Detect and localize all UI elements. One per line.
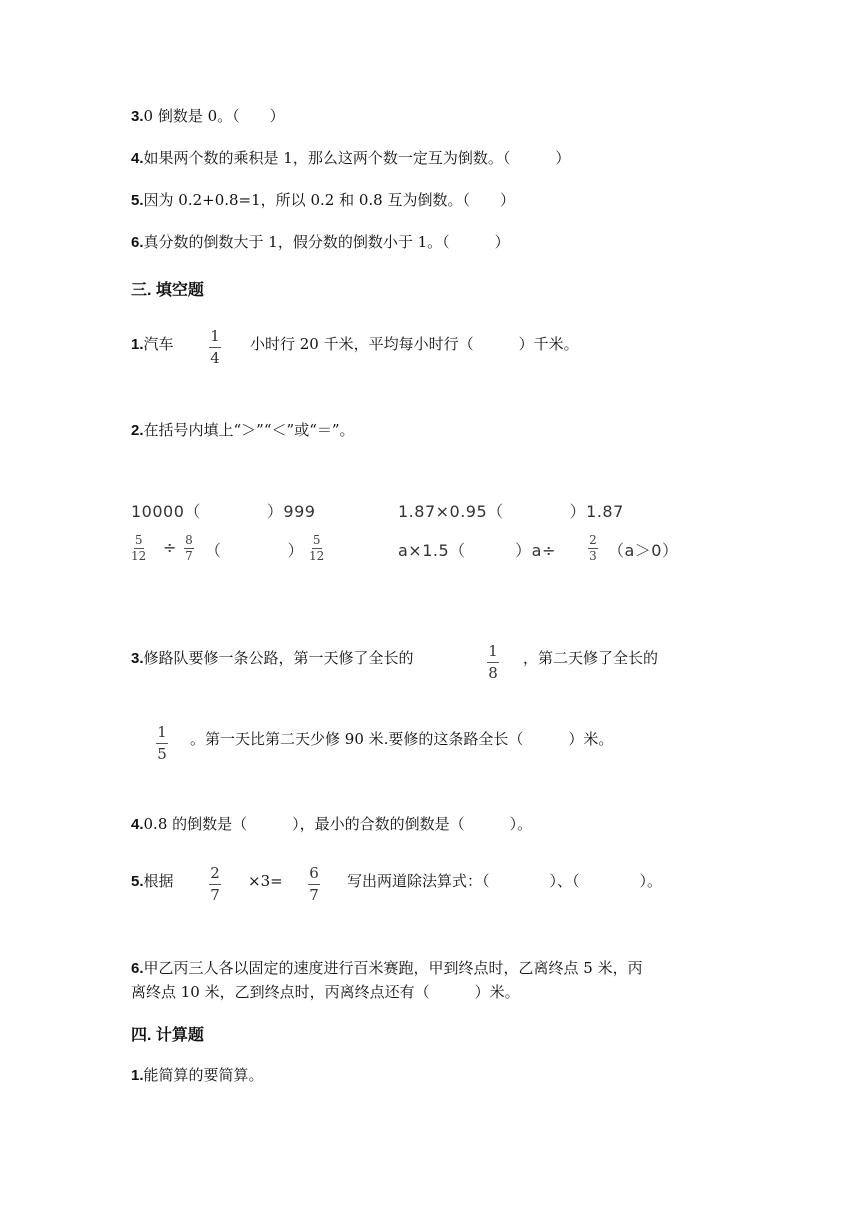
fraction-denominator: 5 [157, 745, 167, 763]
division-sign: ÷ [163, 538, 177, 557]
section-heading-calculation: 四. 计算题 [131, 1027, 204, 1044]
question-line-1: 甲乙丙三人各以固定的速度进行百米赛跑，甲到终点时，乙离终点 5 米，丙 [143, 959, 643, 977]
compare-a: 10000（ ）999 [131, 502, 316, 521]
item-number: 2. [131, 422, 144, 439]
fraction-numerator: 6 [309, 864, 319, 882]
fraction-eight-sevenths [184, 534, 194, 563]
item-number: 4. [131, 150, 144, 167]
fraction-numerator: 8 [185, 533, 193, 547]
judge-item-4 [131, 148, 570, 169]
judge-item-5 [131, 190, 515, 211]
fraction-numerator: 5 [312, 533, 321, 547]
item-text: 因为 0.2+0.8=1，所以 0.2 和 0.8 互为倒数。（ ） [143, 191, 515, 209]
question-suffix: 写出两道除法算式：（ ）、（ ）。 [347, 872, 663, 890]
fraction-numerator: 1 [210, 327, 220, 345]
item-text: 如果两个数的乘积是 1，那么这两个数一定互为倒数。（ ） [143, 149, 571, 167]
fraction-denominator: 12 [309, 549, 325, 563]
question-prefix: 汽车 [143, 335, 174, 353]
fraction-denominator: 7 [309, 886, 319, 904]
fraction-denominator: 7 [185, 549, 193, 563]
fill-question-2 [131, 420, 355, 441]
item-number: 5. [131, 192, 144, 209]
question-prefix: 修路队要修一条公路，第一天修了全长的 [143, 649, 414, 667]
question-prefix: 根据 [143, 872, 174, 890]
fraction-bar [209, 347, 221, 348]
item-number: 4. [131, 816, 144, 833]
question-suffix: 小时行 20 千米，平均每小时行（ ）千米。 [250, 335, 579, 353]
fraction-denominator: 8 [488, 664, 498, 682]
fraction-one-fifth [156, 724, 168, 763]
compare-d-condition: （a＞0） [608, 541, 679, 560]
question-line-2: 离终点 10 米，乙到终点时，丙离终点还有（ ）米。 [131, 983, 520, 1001]
item-text: 真分数的倒数大于 1，假分数的倒数小于 1。（ ） [143, 233, 510, 251]
item-number: 6. [131, 960, 144, 977]
multiply-expression: ×3= [248, 872, 283, 890]
item-number: 3. [131, 650, 144, 667]
fraction-numerator: 2 [589, 533, 597, 547]
fraction-five-twelfths-right [309, 534, 324, 563]
item-number: 3. [131, 108, 144, 125]
fill-question-5 [131, 871, 174, 892]
fraction-five-twelfths [131, 534, 146, 563]
fraction-denominator: 4 [210, 349, 220, 367]
section-heading-fill-blank: 三. 填空题 [131, 282, 204, 299]
question-text: 能简算的要简算。 [143, 1066, 264, 1084]
item-number: 1. [131, 336, 144, 353]
fraction-bar [487, 662, 499, 663]
fraction-numerator: 5 [134, 533, 143, 547]
judge-item-3 [131, 106, 285, 127]
item-number: 6. [131, 234, 144, 251]
fill-question-4 [131, 814, 532, 835]
item-number: 1. [131, 1067, 144, 1084]
fraction-denominator: 7 [210, 886, 220, 904]
fraction-bar [308, 884, 320, 885]
compare-d-prefix: a×1.5（ ）a÷ [398, 541, 556, 560]
fraction-bar [209, 884, 221, 885]
compare-b: 1.87×0.95（ ）1.87 [398, 502, 624, 521]
fraction-bar [156, 743, 168, 744]
question-text: 0.8 的倒数是（ ），最小的合数的倒数是（ ）。 [143, 815, 533, 833]
compare-c-paren: （ ） [205, 541, 305, 560]
judge-item-6 [131, 232, 510, 253]
fill-question-3 [131, 648, 414, 669]
fraction-one-eighth [487, 643, 499, 682]
item-number: 5. [131, 873, 144, 890]
fraction-one-quarter [209, 328, 221, 367]
fraction-denominator: 3 [589, 549, 597, 563]
fraction-numerator: 1 [488, 642, 498, 660]
question-text: 在括号内填上“＞”“＜”或“＝”。 [143, 421, 355, 439]
fraction-numerator: 1 [157, 723, 167, 741]
item-text: 0 倒数是 0。（ ） [143, 107, 285, 125]
fraction-two-sevenths [209, 865, 221, 904]
fraction-denominator: 12 [131, 549, 147, 563]
fill-question-1 [131, 334, 174, 355]
fraction-numerator: 2 [210, 864, 220, 882]
fraction-two-thirds [588, 534, 598, 563]
fill-question-6 [131, 958, 643, 979]
question-middle: ，第二天修了全长的 [523, 649, 659, 667]
question-suffix: 。第一天比第二天少修 90 米.要修的这条路全长（ ）米。 [190, 730, 614, 748]
fraction-six-sevenths [308, 865, 320, 904]
calc-question-1 [131, 1065, 264, 1086]
